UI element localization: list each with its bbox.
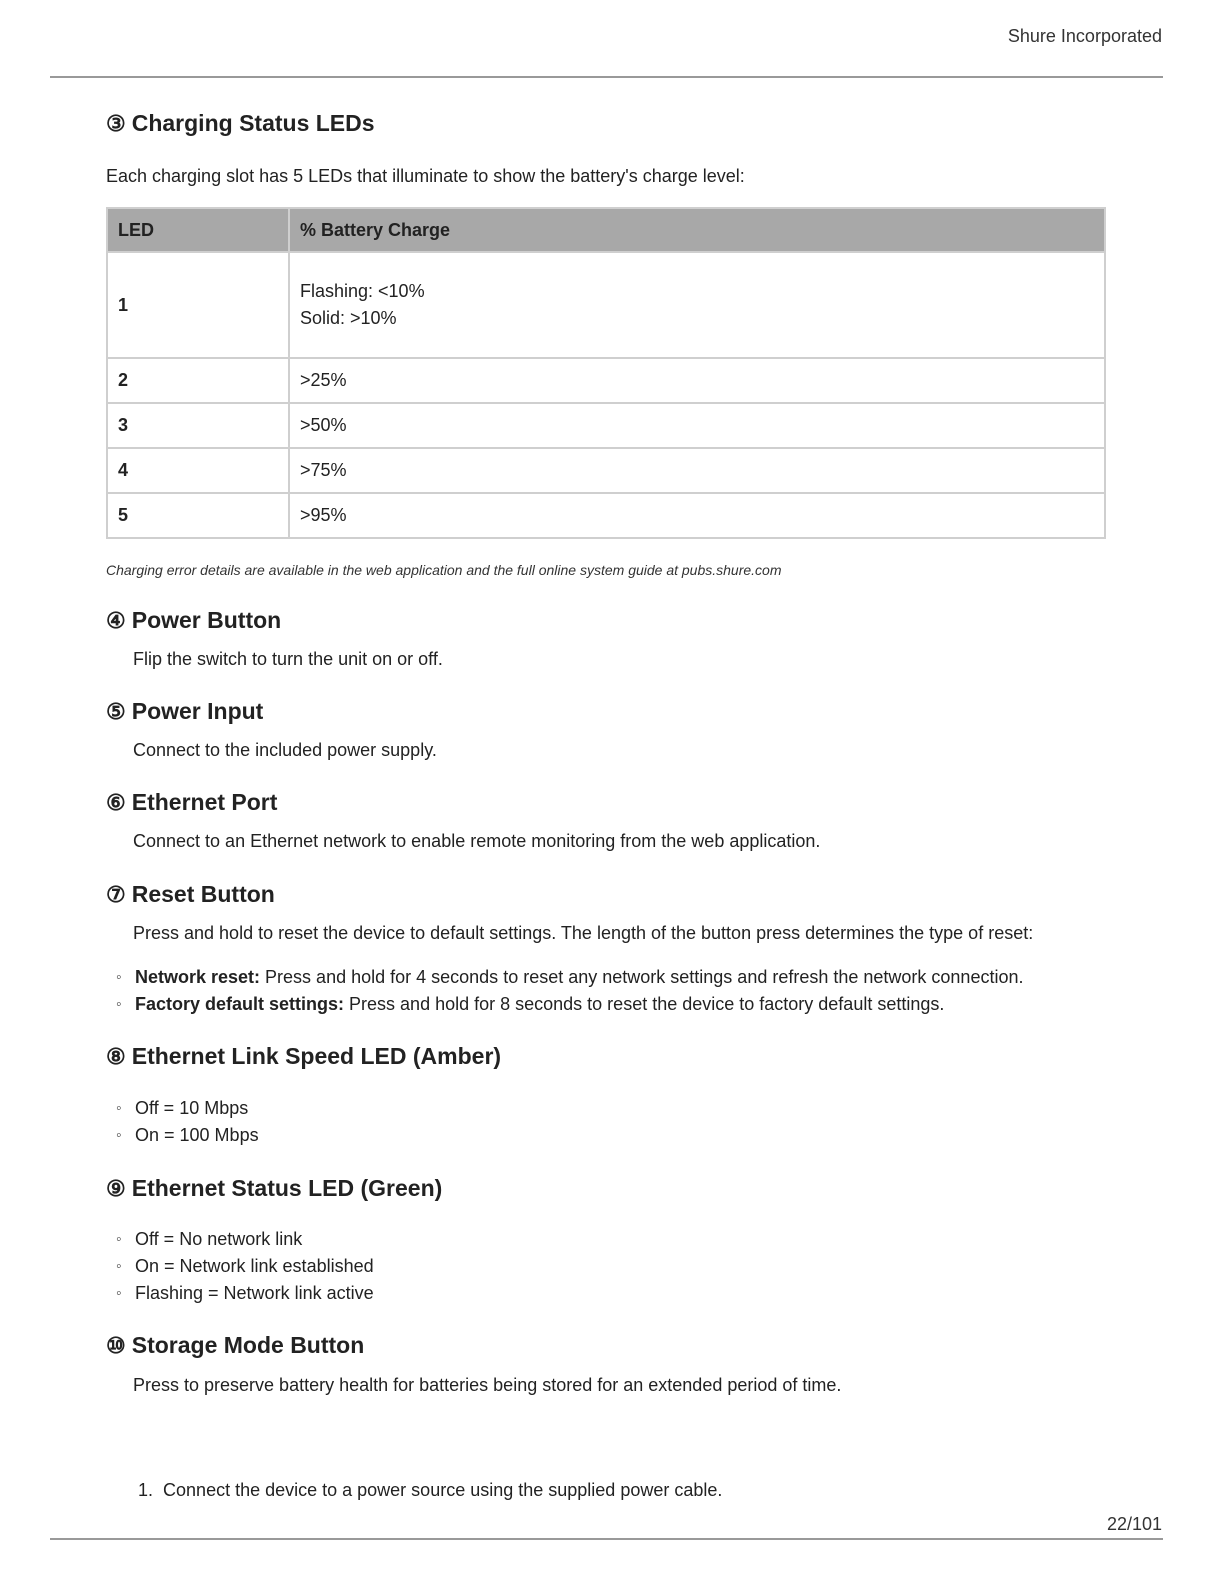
section-title: Power Input [131,698,264,724]
section-number: ⑨ [106,1175,126,1201]
running-header: Shure Incorporated [1007,26,1162,46]
page-number: 22/101 [1106,1514,1162,1534]
table-row [107,252,1105,358]
reset-button-heading [106,881,275,908]
section-title: Storage Mode Button [131,1332,365,1358]
section-title: Ethernet Port [131,789,278,815]
step-text: Connect the device to a power source using the supplied power cable. [163,1480,723,1500]
charging-note: Charging error details are available in the web application and the full online system guide at pubs.shure.com [106,562,782,578]
section-title: Reset Button [131,881,275,907]
led-cell: 1 [107,252,289,358]
list-item-label: Network reset: [135,967,261,987]
table-header-row [107,208,1105,252]
led-cell: 4 [107,448,289,493]
column-header-led: LED [107,208,289,252]
led-table [106,207,1106,539]
link-speed-heading [106,1043,501,1070]
list-item-text: Press and hold for 4 seconds to reset any network settings and refresh the network connection. [260,967,1024,987]
table-row [107,358,1105,403]
section-number: ③ [106,110,126,136]
setup-steps [138,1477,722,1504]
header-rule [50,76,1163,78]
table-row [107,493,1105,538]
list-item-label: Factory default settings: [135,994,345,1014]
charging-intro: Each charging slot has 5 LEDs that illuminate to show the battery's charge level: [106,166,745,186]
eth-status-heading [106,1175,442,1202]
section-title: Ethernet Status LED (Green) [131,1175,443,1201]
section-number: ④ [106,607,126,633]
table-row [107,448,1105,493]
charge-cell [289,252,1105,358]
list-item: ◦ Off = No network link [106,1226,374,1253]
power-input-text: Connect to the included power supply. [133,740,437,760]
power-button-heading [106,607,281,634]
charge-cell: >75% [289,448,1105,493]
led-cell: 5 [107,493,289,538]
link-speed-list [106,1095,259,1149]
section-number: ⑥ [106,789,126,815]
list-item: ◦ On = 100 Mbps [106,1122,259,1149]
column-header-charge: % Battery Charge [289,208,1105,252]
ethernet-port-heading [106,789,277,816]
list-item: ◦ Off = 10 Mbps [106,1095,259,1122]
step-item [138,1477,722,1504]
reset-list [106,964,1023,1018]
power-input-heading [106,698,263,725]
storage-mode-text: Press to preserve battery health for batteries being stored for an extended period of time. [133,1375,842,1395]
charging-heading [106,110,375,137]
list-item: ◦ On = Network link established [106,1253,374,1280]
footer-rule [50,1538,1163,1540]
eth-status-list [106,1226,374,1307]
reset-button-text: Press and hold to reset the device to default settings. The length of the button press determines the type of reset: [133,923,1034,943]
charge-cell: >25% [289,358,1105,403]
charge-cell: >50% [289,403,1105,448]
list-item-text: Press and hold for 8 seconds to reset the device to factory default settings. [344,994,945,1014]
storage-mode-heading [106,1332,364,1359]
step-number: 1. [138,1480,154,1500]
section-title: Charging Status LEDs [131,110,375,136]
section-title: Ethernet Link Speed LED (Amber) [131,1043,502,1069]
ethernet-port-text: Connect to an Ethernet network to enable remote monitoring from the web application. [133,831,821,851]
section-number: ⑦ [106,881,126,907]
section-number: ⑤ [106,698,126,724]
led-cell: 3 [107,403,289,448]
list-item [106,991,1023,1018]
charge-line: Solid: >10% [300,308,397,328]
charge-line: Flashing: <10% [300,281,425,301]
power-button-text: Flip the switch to turn the unit on or off. [133,649,443,669]
list-item [106,964,1023,991]
section-number: ⑧ [106,1043,126,1069]
list-item: ◦ Flashing = Network link active [106,1280,374,1307]
table-row [107,403,1105,448]
led-cell: 2 [107,358,289,403]
charge-cell: >95% [289,493,1105,538]
section-number: ⑩ [106,1332,126,1358]
section-title: Power Button [131,607,282,633]
